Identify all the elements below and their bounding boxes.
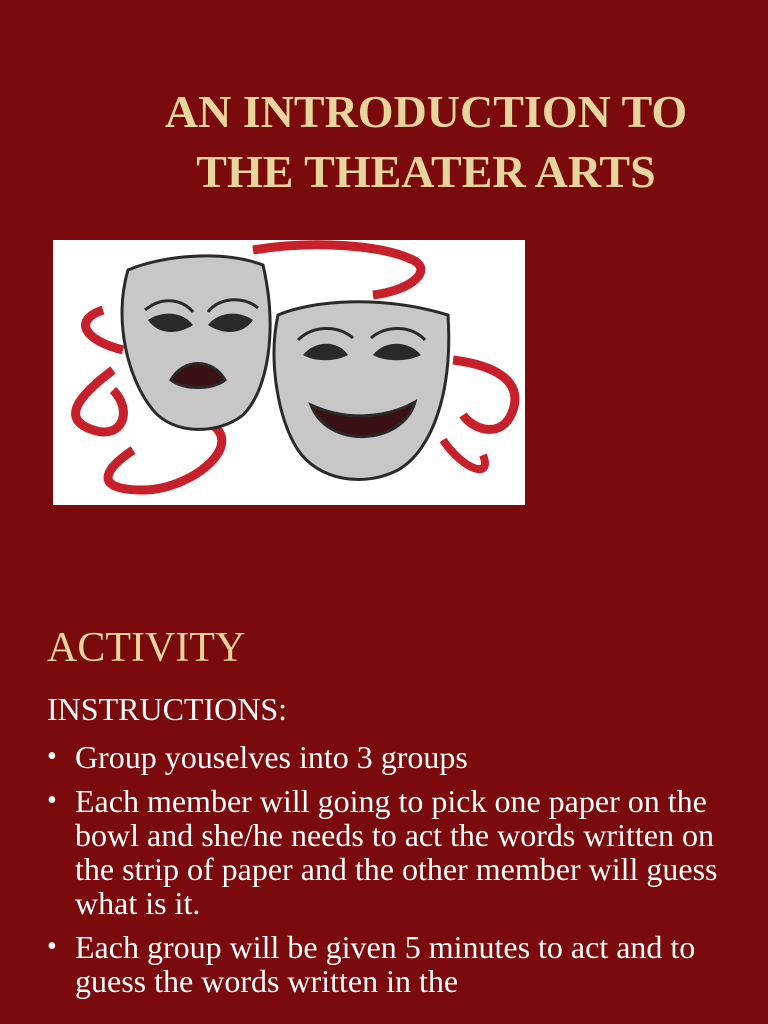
instructions-list [47,740,747,998]
instructions-label: INSTRUCTIONS: [47,691,288,727]
theater-masks-image [53,240,525,505]
instructions-section [47,692,747,1008]
title-line-1: AN INTRODUCTION TO [164,86,688,137]
instruction-bullet-1: • Group youselves into 3 groups [47,740,747,774]
title-line-2: THE THEATER ARTS [196,146,656,197]
instruction-bullet-2: • Each member will going to pick one paper on the bowl and she/he needs to act the words written on the strip of paper and the other member will guess what is it. [47,784,747,920]
slide-title [0,82,768,202]
comedy-tragedy-masks-icon [53,240,525,505]
instruction-bullet-3: • Each group will be given 5 minutes to act and to guess the words written in the [47,930,747,998]
activity-heading: ACTIVITY [47,625,246,671]
